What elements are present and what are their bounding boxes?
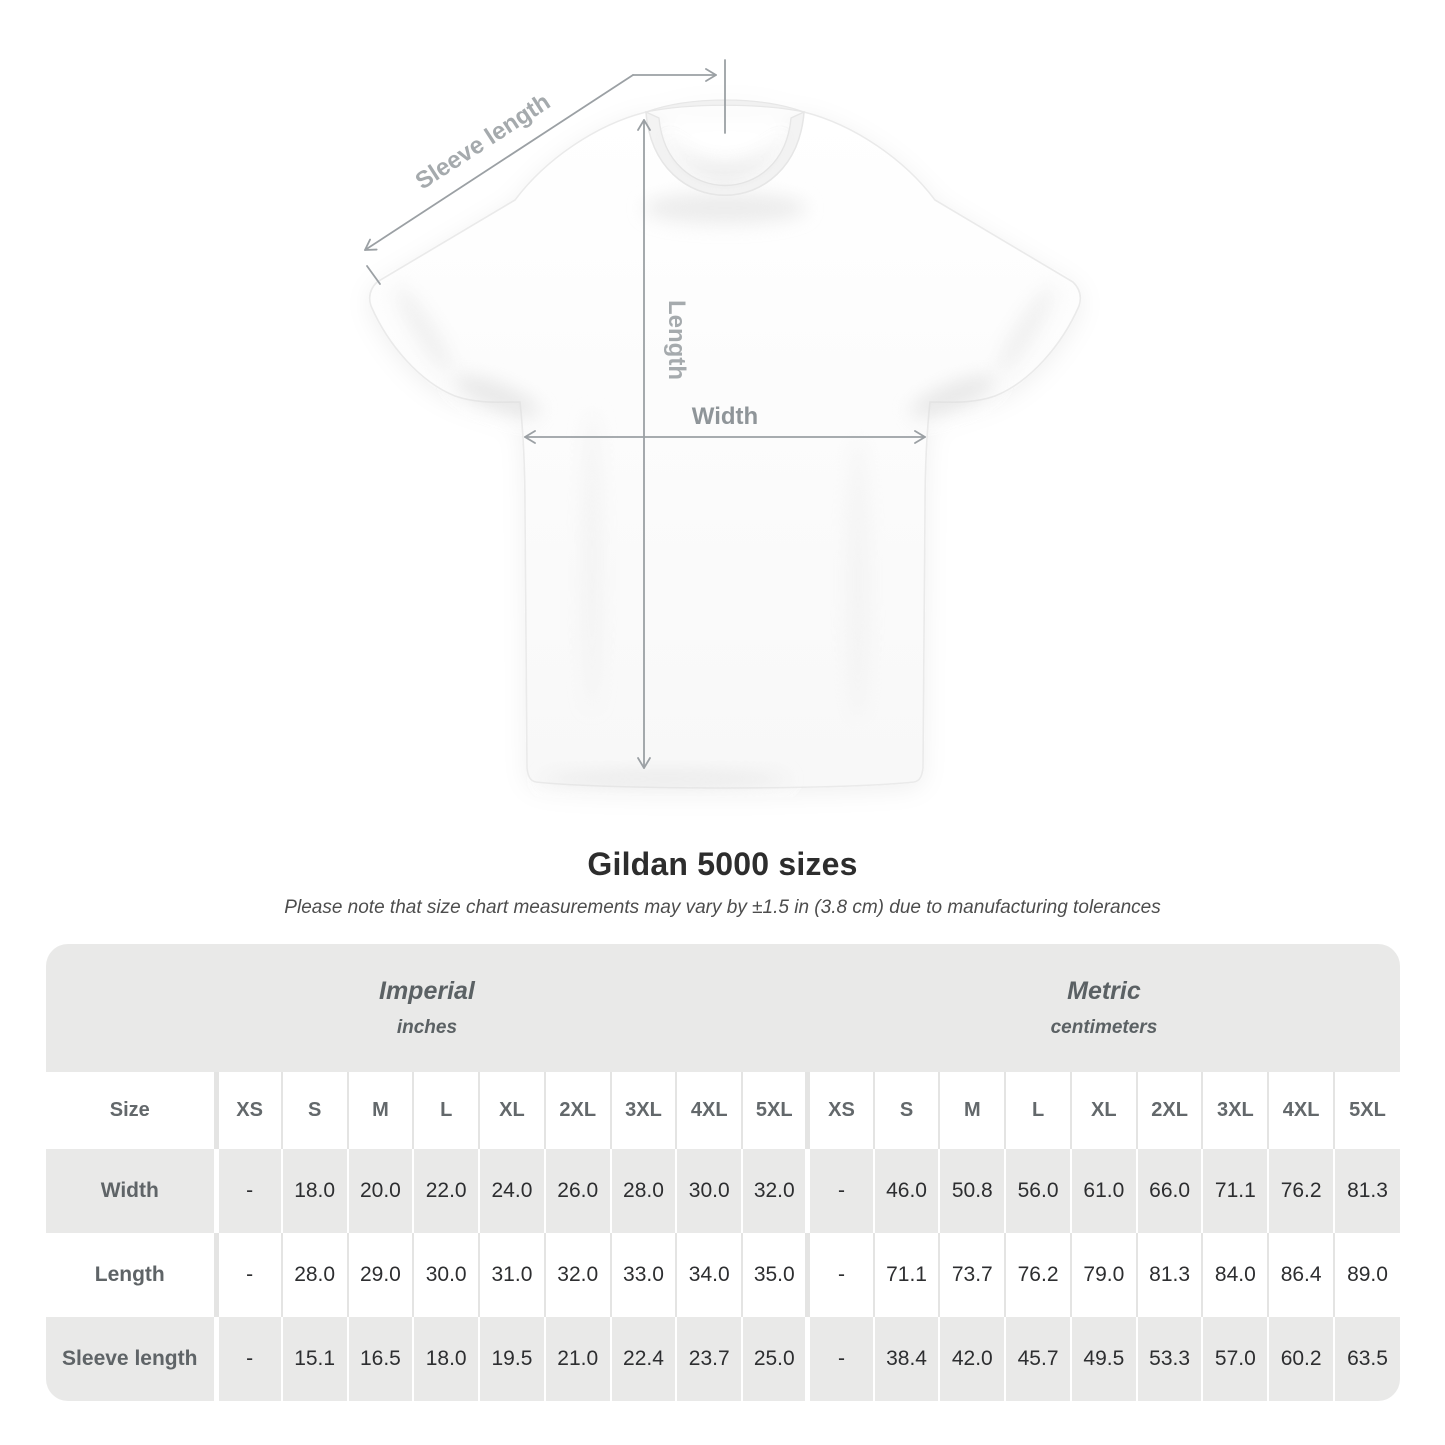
size-col-header: 4XL <box>1268 1072 1334 1149</box>
measurement-cell: - <box>216 1149 282 1233</box>
measurement-row <box>46 1233 1400 1317</box>
measurement-cell: 30.0 <box>676 1149 742 1233</box>
measurement-cell: 63.5 <box>1334 1317 1400 1401</box>
row-label: Length <box>46 1233 216 1317</box>
measurement-cell: 28.0 <box>611 1149 677 1233</box>
size-col-header: S <box>282 1072 348 1149</box>
measurement-cell: 56.0 <box>1005 1149 1071 1233</box>
size-col-header: L <box>413 1072 479 1149</box>
measurement-cell: 34.0 <box>676 1233 742 1317</box>
unit-group-metric <box>808 944 1400 1072</box>
size-col-header: 4XL <box>676 1072 742 1149</box>
measurement-cell: - <box>808 1149 874 1233</box>
size-col-header: L <box>1005 1072 1071 1149</box>
size-col-header: 5XL <box>1334 1072 1400 1149</box>
size-col-header: 3XL <box>611 1072 677 1149</box>
size-table-grid <box>46 944 1400 1401</box>
size-col-header: 2XL <box>1137 1072 1203 1149</box>
size-col-header: 3XL <box>1202 1072 1268 1149</box>
measurement-row <box>46 1149 1400 1233</box>
size-header-label: Size <box>46 1072 216 1149</box>
measurement-row <box>46 1317 1400 1401</box>
size-table <box>46 944 1400 1401</box>
measurement-cell: 38.4 <box>874 1317 940 1401</box>
measurement-cell: 84.0 <box>1202 1233 1268 1317</box>
measurement-cell: 57.0 <box>1202 1317 1268 1401</box>
measurement-cell: 71.1 <box>1202 1149 1268 1233</box>
unit-header-row <box>46 944 1400 1072</box>
measurement-cell: 22.4 <box>611 1317 677 1401</box>
tshirt-shape <box>370 100 1081 788</box>
tolerance-note: Please note that size chart measurements may vary by ±1.5 in (3.8 cm) due to manufacturing tolerances <box>284 897 1161 918</box>
measurement-cell: 81.3 <box>1334 1149 1400 1233</box>
size-col-header: XL <box>1071 1072 1137 1149</box>
size-col-header: 5XL <box>742 1072 808 1149</box>
sleeve-length-label: Sleeve length <box>410 88 556 196</box>
measurement-cell: 29.0 <box>348 1233 414 1317</box>
measurement-cell: 79.0 <box>1071 1233 1137 1317</box>
imperial-label: Imperial <box>379 977 475 1005</box>
measurement-cell: 66.0 <box>1137 1149 1203 1233</box>
measurement-cell: 60.2 <box>1268 1317 1334 1401</box>
measurement-cell: 73.7 <box>939 1233 1005 1317</box>
sleeve-end-tick <box>367 266 380 284</box>
row-label: Width <box>46 1149 216 1233</box>
measurement-cell: 71.1 <box>874 1233 940 1317</box>
measurement-cell: 16.5 <box>348 1317 414 1401</box>
size-col-header: 2XL <box>545 1072 611 1149</box>
measurement-cell: 20.0 <box>348 1149 414 1233</box>
size-col-header: M <box>348 1072 414 1149</box>
measurement-cell: 53.3 <box>1137 1317 1203 1401</box>
measurement-cell: 81.3 <box>1137 1233 1203 1317</box>
measurement-cell: 21.0 <box>545 1317 611 1401</box>
measurement-cell: 31.0 <box>479 1233 545 1317</box>
metric-unit-label: centimeters <box>1050 1017 1158 1038</box>
row-label: Sleeve length <box>46 1317 216 1401</box>
measurement-cell: 28.0 <box>282 1233 348 1317</box>
size-col-header: XS <box>216 1072 282 1149</box>
length-label: Length <box>663 300 690 380</box>
measurement-cell: 86.4 <box>1268 1233 1334 1317</box>
size-col-header: S <box>874 1072 940 1149</box>
measurement-cell: - <box>216 1317 282 1401</box>
measurement-cell: 32.0 <box>545 1233 611 1317</box>
measurement-cell: 49.5 <box>1071 1317 1137 1401</box>
size-col-header: XL <box>479 1072 545 1149</box>
measurement-cell: - <box>808 1317 874 1401</box>
measurement-cell: 32.0 <box>742 1149 808 1233</box>
measurement-cell: 35.0 <box>742 1233 808 1317</box>
measurement-cell: 42.0 <box>939 1317 1005 1401</box>
measurement-cell: 45.7 <box>1005 1317 1071 1401</box>
size-col-header: XS <box>808 1072 874 1149</box>
measurement-cell: - <box>216 1233 282 1317</box>
metric-label: Metric <box>1067 977 1141 1005</box>
measurement-cell: 25.0 <box>742 1317 808 1401</box>
measurement-cell: 23.7 <box>676 1317 742 1401</box>
imperial-unit-label: inches <box>396 1017 458 1038</box>
measurement-cell: 24.0 <box>479 1149 545 1233</box>
measurement-cell: 50.8 <box>939 1149 1005 1233</box>
size-col-header: M <box>939 1072 1005 1149</box>
measurement-cell: 33.0 <box>611 1233 677 1317</box>
measurement-cell: 15.1 <box>282 1317 348 1401</box>
measurement-cell: 18.0 <box>282 1149 348 1233</box>
measurement-cell: 18.0 <box>413 1317 479 1401</box>
measurement-cell: 61.0 <box>1071 1149 1137 1233</box>
page-title: Gildan 5000 sizes <box>587 846 858 882</box>
unit-group-imperial <box>46 944 808 1072</box>
width-label: Width <box>691 403 759 430</box>
measurement-cell: 76.2 <box>1268 1149 1334 1233</box>
measurement-cell: - <box>808 1233 874 1317</box>
measurement-cell: 22.0 <box>413 1149 479 1233</box>
measurement-cell: 46.0 <box>874 1149 940 1233</box>
measurement-cell: 26.0 <box>545 1149 611 1233</box>
measurement-cell: 19.5 <box>479 1317 545 1401</box>
measurement-cell: 76.2 <box>1005 1233 1071 1317</box>
measurement-cell: 89.0 <box>1334 1233 1400 1317</box>
measurement-cell: 30.0 <box>413 1233 479 1317</box>
size-header-row <box>46 1072 1400 1149</box>
